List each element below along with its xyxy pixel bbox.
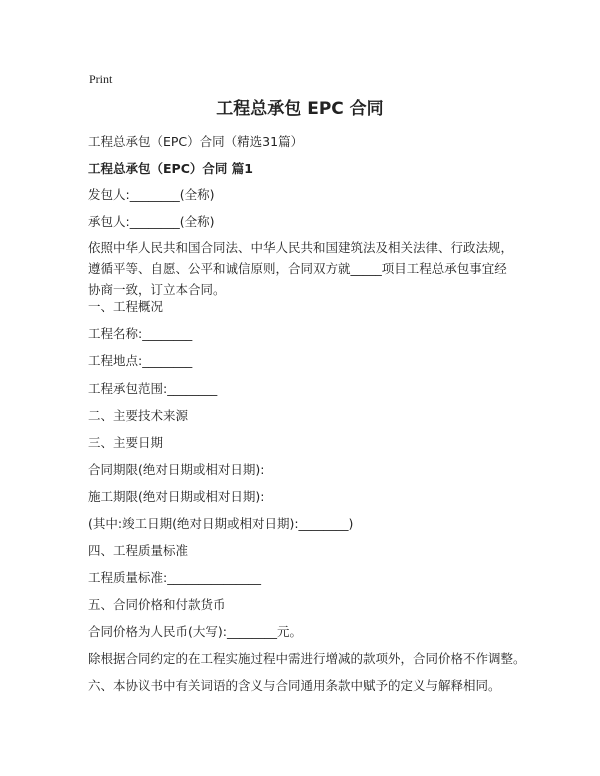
- quality-standard-line: 工程质量标准:_______________: [88, 570, 261, 585]
- scope-line: 工程承包范围:________: [88, 381, 218, 396]
- document-title: 工程总承包 EPC 合同: [216, 99, 384, 119]
- project-name-line: 工程名称:________: [88, 326, 193, 341]
- section-title: 工程总承包（EPC）合同 篇1: [88, 161, 253, 176]
- section-heading: 二、主要技术来源: [88, 408, 189, 423]
- completion-date-line: (其中:竣工日期(绝对日期或相对日期):________): [88, 516, 354, 531]
- project-location-line: 工程地点:________: [88, 353, 193, 368]
- section-heading: 五、合同价格和付款货币: [88, 597, 226, 612]
- section-heading: 一、工程概况: [88, 299, 164, 314]
- section-heading: 四、工程质量标准: [88, 543, 189, 558]
- contractor-line: 承包人:________(全称): [88, 214, 215, 229]
- contract-price-line: 合同价格为人民币(大写):________元。: [88, 624, 302, 639]
- price-adjustment-line: 除根据合同约定的在工程实施过程中需进行增减的款项外，合同价格不作调整。: [88, 651, 526, 666]
- contract-period-line: 合同期限(绝对日期或相对日期):: [88, 462, 265, 477]
- construction-period-line: 施工期限(绝对日期或相对日期):: [88, 489, 265, 504]
- section-heading: 六、本协议书中有关词语的含义与合同通用条款中赋予的定义与解释相同。: [88, 678, 501, 693]
- document-subtitle: 工程总承包（EPC）合同（精选31篇）: [88, 134, 304, 149]
- print-label: Print: [89, 72, 113, 86]
- section-heading: 三、主要日期: [88, 435, 164, 450]
- intro-paragraph: 依照中华人民共和国合同法、中华人民共和国建筑法及相关法律、行政法规，遵循平等、自愿、公平和诚信原则，合同双方就_____项目工程总承包事宜经协商一致，订立本合同。: [88, 240, 514, 297]
- employer-line: 发包人:________(全称): [88, 187, 215, 202]
